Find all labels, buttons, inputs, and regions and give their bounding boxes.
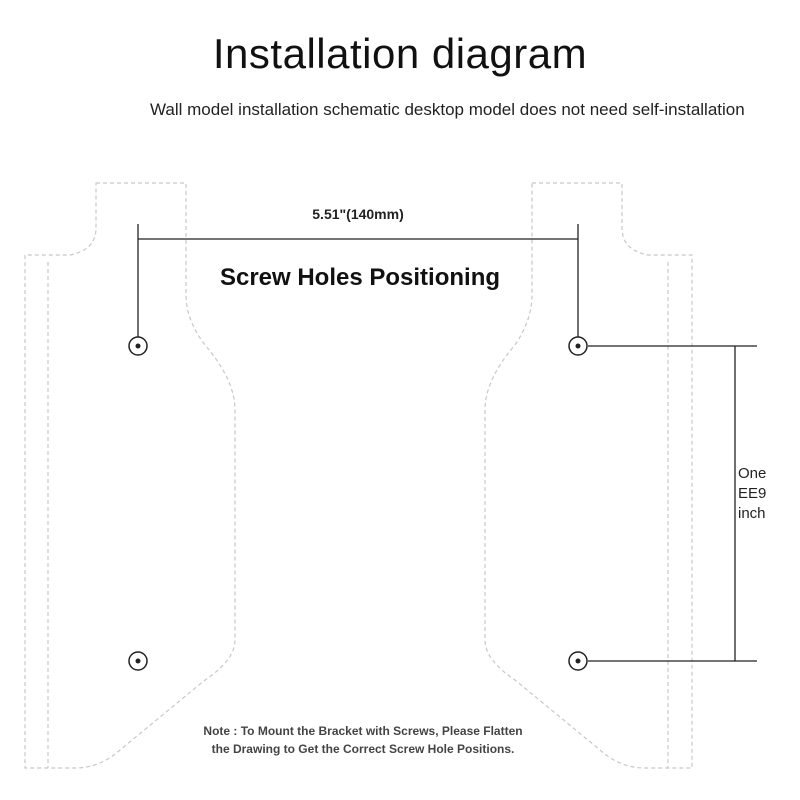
screw-hole-bottom-left <box>129 652 147 670</box>
screw-hole-bottom-right <box>569 652 587 670</box>
height-dimension-label <box>738 464 786 524</box>
height-label-line: inch <box>738 505 766 522</box>
mounting-note <box>168 722 558 758</box>
screw-hole-top-left <box>129 337 147 355</box>
screw-holes-heading: Screw Holes Positioning <box>219 264 501 291</box>
note-line: Note : To Mount the Bracket with Screws, Please Flatten <box>203 724 523 738</box>
page-title: Installation diagram <box>212 30 588 77</box>
screw-hole-top-right <box>569 337 587 355</box>
width-dimension-label: 5.51"(140mm) <box>312 206 404 222</box>
note-line: the Drawing to Get the Correct Screw Hole Positions. <box>211 742 515 756</box>
page-subtitle: Wall model installation schematic desktop model does not need self-installation <box>150 100 745 119</box>
height-dimension <box>588 346 757 661</box>
height-label-line: EE9 <box>738 485 767 502</box>
height-label-line: One <box>738 465 767 482</box>
